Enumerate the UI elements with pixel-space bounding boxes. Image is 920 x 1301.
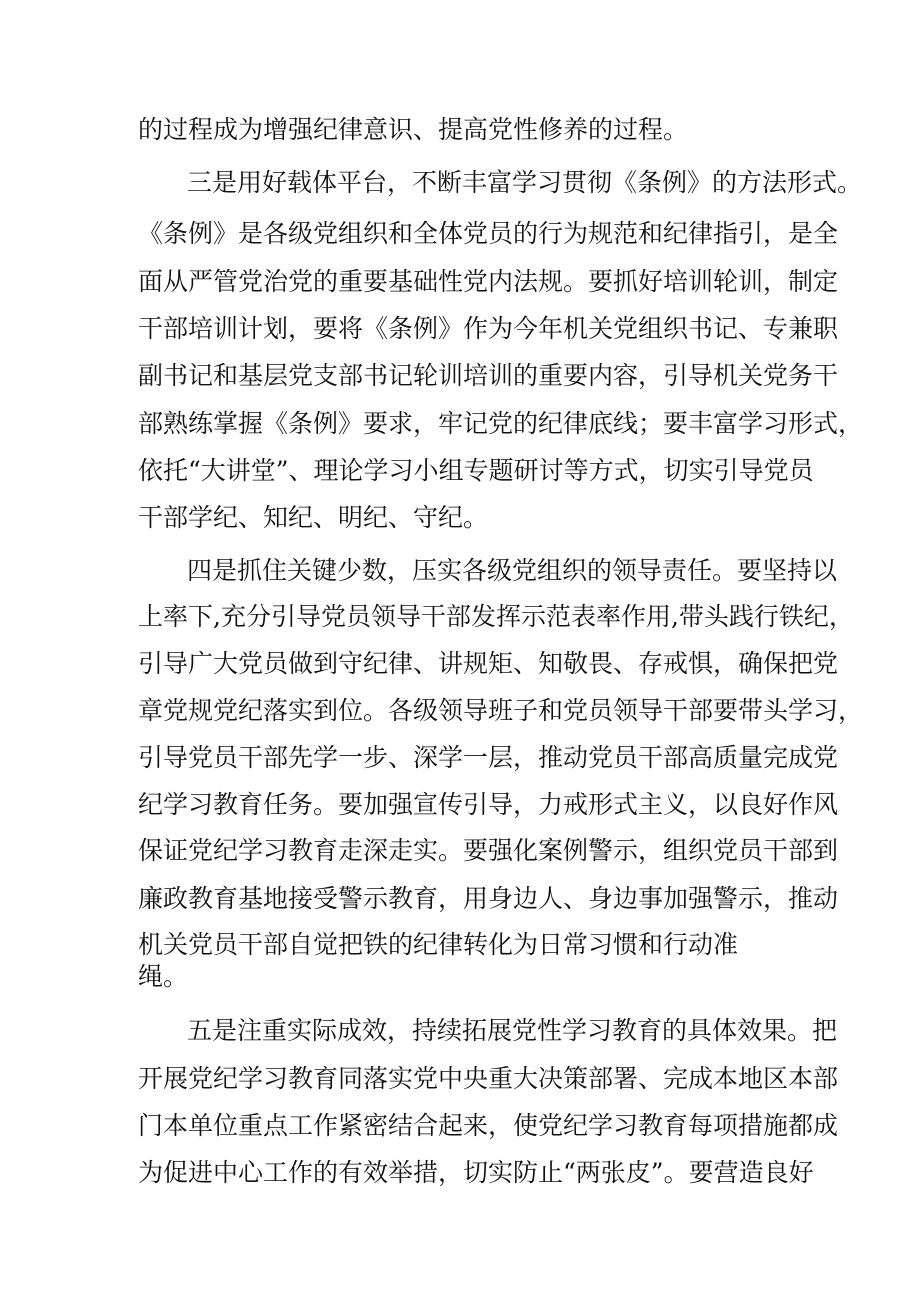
text-line-22: 门本单位重点工作紧密结合起来，使党纪学习教育每项措施都成 [138,1111,839,1140]
text-line-10: 四是抓住关键少数，压实各级党组织的领导责任。要坚持以 [187,556,838,585]
text-line-13: 章党规党纪落实到位。各级领导班子和党员领导干部要带头学习， [138,696,864,725]
text-line-2: 三是用好载体平台，不断丰富学习贯彻《条例》的方法形式。 [187,168,863,197]
text-line-7: 部熟练掌握《条例》要求，牢记党的纪律底线；要丰富学习形式， [138,409,864,438]
text-line-1: 的过程成为增强纪律意识、提高党性修养的过程。 [138,115,689,144]
text-line-5: 干部培训计划，要将《条例》作为今年机关党组织书记、专兼职 [138,314,839,343]
text-line-21: 开展党纪学习教育同落实党中央重大决策部署、完成本地区本部 [138,1064,839,1093]
text-line-3: 《条例》是各级党组织和全体党员的行为规范和纪律指引，是全 [138,219,839,248]
text-line-16: 保证党纪学习教育走深走实。要强化案例警示，组织党员干部到 [138,836,839,865]
text-line-18: 机关党员干部自觉把铁的纪律转化为日常习惯和行动准 [138,930,739,959]
text-line-14: 引导党员干部先学一步、深学一层，推动党员干部高质量完成党 [138,743,839,772]
text-line-8: 依托“大讲堂”、理论学习小组专题研讨等方式，切实引导党员 [138,456,814,485]
text-line-12: 引导广大党员做到守纪律、讲规矩、知敬畏、存戒惧，确保把党 [138,649,839,678]
text-line-20: 五是注重实际成效，持续拓展党性学习教育的具体效果。把 [187,1016,838,1045]
text-line-4: 面从严管党治党的重要基础性党内法规。要抓好培训轮训，制定 [138,267,839,296]
text-line-19: 绳。 [138,962,189,991]
text-line-17: 廉政教育基地接受警示教育，用身边人、身边事加强警示，推动 [138,884,839,913]
text-line-9: 干部学纪、知纪、明纪、守纪。 [138,503,489,532]
text-line-11: 上率下,充分引导党员领导干部发挥示范表率作用,带头践行铁纪， [138,602,854,631]
text-line-23: 为促进中心工作的有效举措，切实防止“两张皮”。要营造良好 [138,1158,814,1187]
text-line-15: 纪学习教育任务。要加强宣传引导，力戒形式主义，以良好作风 [138,790,839,819]
text-line-6: 副书记和基层党支部书记轮训培训的重要内容，引导机关党务干 [138,361,839,390]
